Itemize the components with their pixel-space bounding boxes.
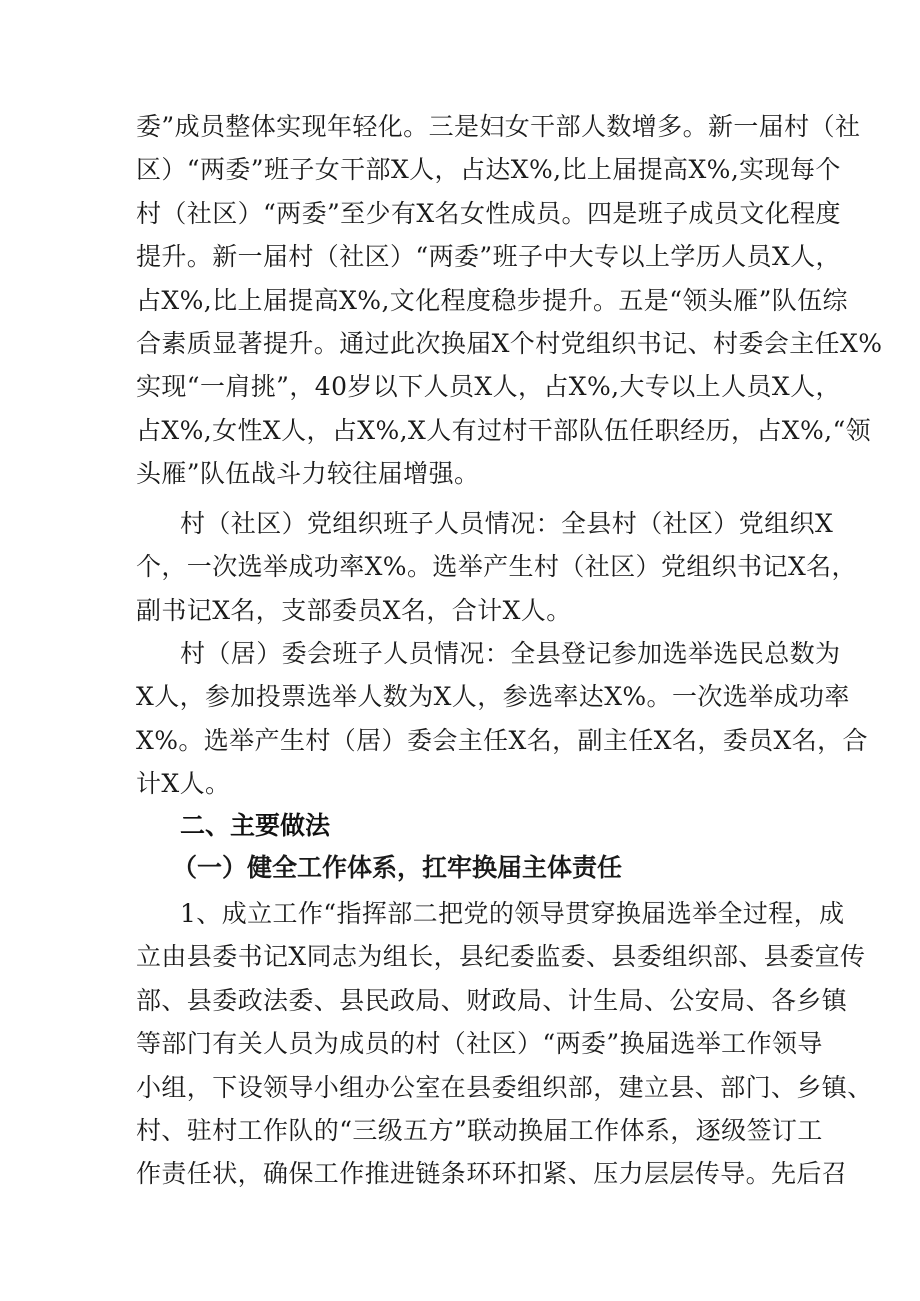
paragraph-command-structure: [136, 892, 873, 1196]
text-line: 小组，下设领导小组办公室在县委组织部，建立县、部门、乡镇、: [136, 1072, 873, 1102]
text-line: X%。选举产生村（居）委会主任X名，副主任X名，委员X名，合: [136, 725, 868, 755]
text-line: 作责任状，确保工作推进链条环环扣紧、压力层层传导。先后召: [136, 1159, 848, 1189]
text-line: 占X%,女性X人，占X%,X人有过村干部队伍任职经历，占X%,“领: [136, 415, 872, 445]
text-line: 个，一次选举成功率X%。选举产生村（社区）党组织书记X名，: [136, 552, 857, 582]
subsection-heading: （一）健全工作体系，扛牢换届主体责任: [172, 853, 623, 882]
paragraph-party-organization: [136, 502, 857, 632]
text-line: 村、驻村工作队的“三级五方”联动换届工作体系，逐级签订工: [136, 1116, 823, 1146]
text-line: 村（社区）“两委”至少有X名女性成员。四是班子成员文化程度: [136, 198, 841, 228]
text-line: 合素质显著提升。通过此次换届X个村党组织书记、村委会主任X%: [136, 329, 883, 359]
paragraph-village-committee: [136, 632, 868, 806]
text-line: 村（社区）党组织班子人员情况：全县村（社区）党组织X: [180, 509, 834, 538]
text-line: 副书记X名，支部委员X名，合计X人。: [136, 595, 572, 625]
text-line: 实现“一肩挑”，40岁以下人员X人，占X%,大专以上人员X人，: [136, 372, 841, 402]
text-line: 等部门有关人员为成员的村（社区）“两委”换届选举工作领导: [136, 1029, 823, 1059]
text-line: 占X%,比上届提高X%,文化程度稳步提升。五是“领头雁”队伍综: [136, 285, 848, 315]
text-line: 头雁”队伍战斗力较往届增强。: [136, 459, 480, 489]
text-line: 1、成立工作“指挥部二把党的领导贯穿换届选举全过程，成: [180, 899, 845, 928]
section-heading: 二、主要做法: [180, 811, 331, 840]
text-line: 计X人。: [136, 769, 231, 799]
text-line: 区）“两委”班子女干部X人，占达X%,比上届提高X%,实现每个: [136, 155, 841, 185]
text-line: 立由县委书记X同志为组长，县纪委监委、县委组织部、县委宣传: [136, 942, 866, 972]
text-line: 部、县委政法委、县民政局、财政局、计生局、公安局、各乡镇: [136, 985, 848, 1015]
text-line: 提升。新一届村（社区）“两委”班子中大专以上学历人员X人，: [136, 242, 841, 272]
paragraph-youth-women-education: [136, 105, 883, 496]
text-line: 村（居）委会班子人员情况：全县登记参加选举选民总数为: [180, 639, 841, 668]
text-line: X人，参加投票选举人数为X人，参选率达X%。一次选举成功率: [136, 682, 850, 712]
text-line: 委”成员整体实现年轻化。三是妇女干部人数增多。新一届村（社: [136, 112, 861, 141]
